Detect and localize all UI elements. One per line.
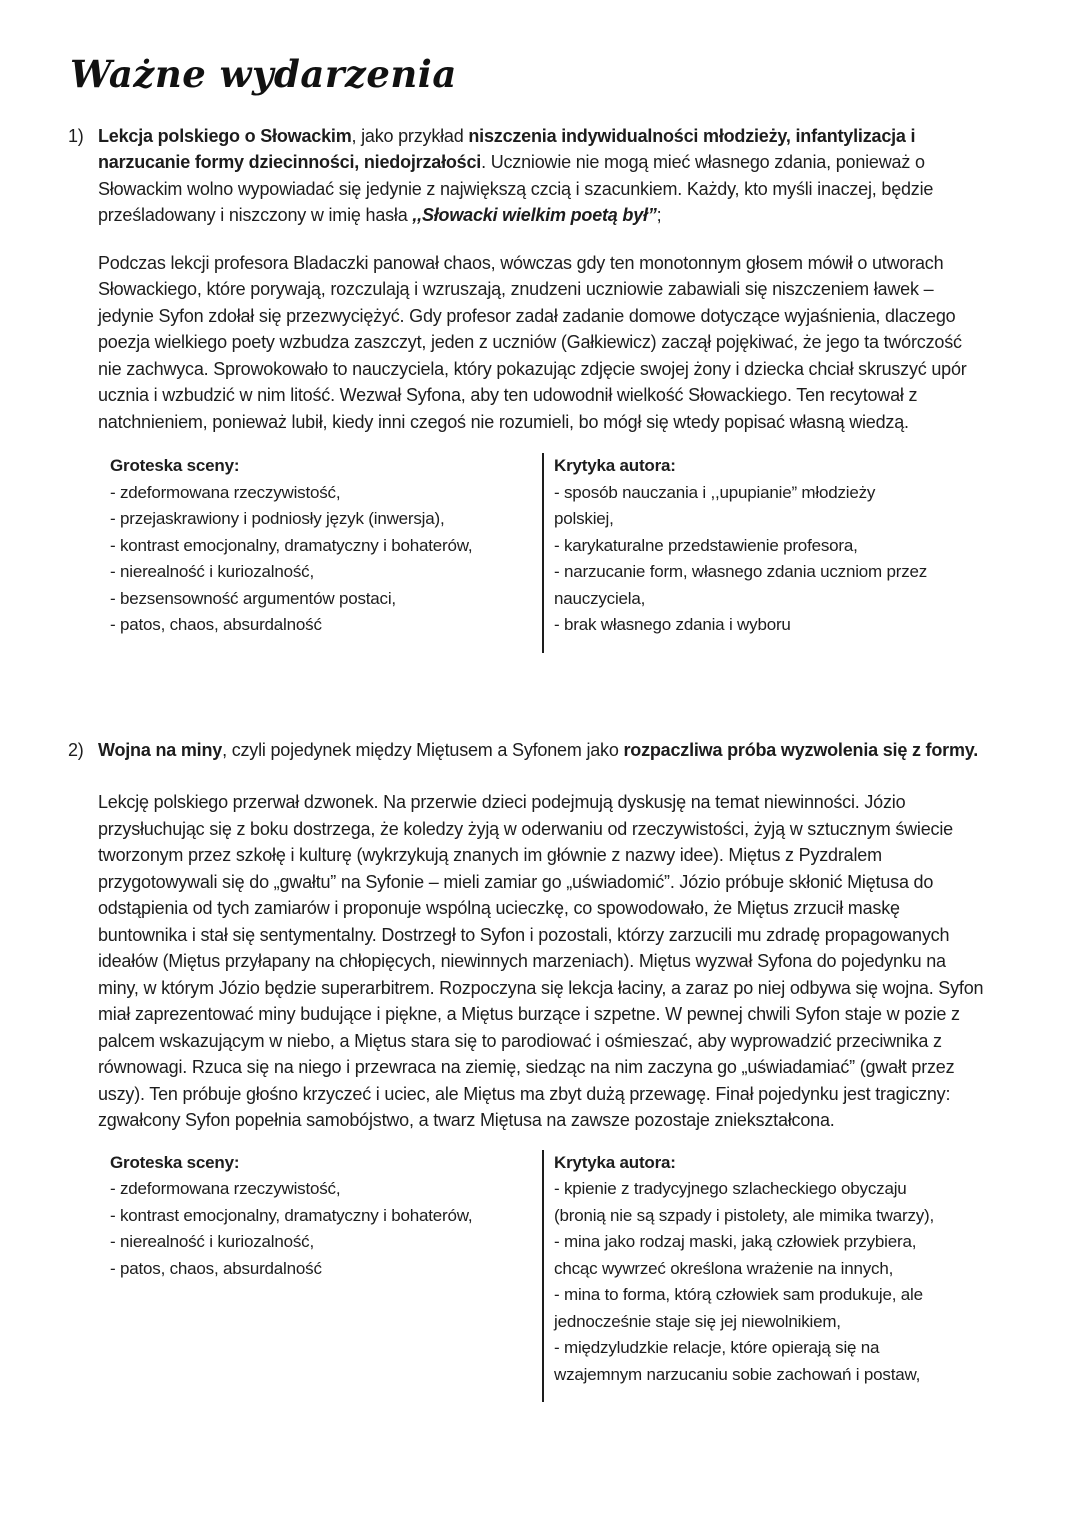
box-item-line: chcąc wywrzeć określona wrażenie na innych, [554,1258,894,1278]
event-1-intro [98,123,988,229]
box-item-line: - kontrast emocjonalny, dramatyczny i bohaterów, [110,1205,473,1225]
criticism-column-heading: Krytyka autora: [554,1152,676,1172]
event-2-intro [98,737,988,764]
event-1-number: 1) [68,125,84,146]
intro-segment: niszczenia indywidualności młodzieży, infantylizacja i narzucanie formy dziecinności, niedojrzałości [98,125,916,173]
box-item-line: - kontrast emocjonalny, dramatyczny i bohaterów, [110,535,473,555]
event-item-1 [68,123,1015,653]
intro-segment: . Uczniowie nie mogą mieć własnego zdania, ponieważ o Słowackim wolno wypowiadać się jedynie z największą czcią i szacunkiem. Każdy, kto myśli inaczej, będzie prześladowany i niszczony w imię hasła [98,152,934,226]
criticism-column [542,1150,988,1403]
box-item-line: polskiej, [554,509,614,529]
criticism-column-items [554,480,988,639]
intro-segment: , jako przykład [351,125,469,146]
grotesque-column-heading: Groteska sceny: [110,1152,240,1172]
box-item-line: (bronią nie są szpady i pistolety, ale mimika twarzy), [554,1205,935,1225]
box-item-line: - mina jako rodzaj maski, jaką człowiek przybiera, [554,1232,917,1252]
grotesque-column-items [110,480,536,639]
criticism-column [542,453,988,653]
event-2-paragraph: Lekcję polskiego przerwał dzwonek. Na przerwie dzieci podejmują dyskusję na temat niewinności. Józio przysłuchując się z boku dostrzega, że koledzy żyją w oderwaniu od rzeczywistości, żyją w sztucznym świecie tworzonym przez szkołę i kulturę (wykrzykują znanych im głównie z nazwy idee). Miętus z Pyzdralem przygotowywali się do „gwałtu” na Syfonie – mieli zamiar go „uświadomić”. Józio próbuje skłonić Miętusa do odstąpienia od tych zamiarów i proponuje wspólną ucieczkę, co spowodowało, że Miętus zrzucił maskę buntownika i stał się sentymentalny. Dostrzegł to Syfon i pozostali, którzy zarzucili mu zdradę propagowanych ideałów (Miętus przyłapany na chłopięcych, niewinnych marzeniach). Miętus wyzwał Syfona do pojedynku na miny, w którym Józio będzie superarbitrem. Rozpoczyna się lekcja łaciny, a zaraz po niej odbywa się wojna. Syfon miał zaprezentować miny budujące i piękne, a Miętus burzące i szpetne. W pewnej chwili Syfon staje w pozie z palcem wskazującym w niebo, a Miętus stara się to parodiować i ośmieszać, aby wyprowadzić przeciwnika z równowagi. Rzuca się na niego i przewraca na ziemię, siedząc na nim zaczyna go „uświadamiać” (gwałt przez uszy). Ten próbuje głośno krzyczeć i uciec, ale Miętus ma zbyt dużą przewagę. Finał pojedynku jest tragiczny: zgwałcony Syfon popełnia samobójstwo, a twarz Miętusa na zawsze pozostaje zniekształcona. [98,792,984,1131]
box-item-line: - sposób nauczania i ,,upupianie” młodzieży [554,482,876,502]
box-item-line: - mina to forma, którą człowiek sam produkuje, ale [554,1285,923,1305]
criticism-column-heading: Krytyka autora: [554,456,676,476]
grotesque-column [110,1150,542,1403]
box-item-line: - zdeformowana rzeczywistość, [110,482,341,502]
box-item-line: - patos, chaos, absurdalność [110,615,322,635]
box-item-line: - bezsensowność argumentów postaci, [110,588,396,608]
grotesque-column-heading: Groteska sceny: [110,456,240,476]
page-title: Ważne wydarzenia [70,52,457,96]
event-1-paragraph: Podczas lekcji profesora Bladaczki panował chaos, wówczas gdy ten monotonnym głosem mówił o utworach Słowackiego, które porywają, rozczulają i wzruszają, znudzeni uczniowie zabawiali się niszczeniem ławek – jedynie Syfon zdołał się przezwyciężyć. Gdy profesor zadał zadanie domowe dotyczące wyjaśnienia, dlaczego poezja wielkiego poety wzbudza zaszczyt, jeden z uczniów (Gałkiewicz) zaczął pojękiwać, że jego ta twórczość nie zachwyca. Sprowokowało to nauczyciela, który pokazując zdjęcie swojej żony i dziecka chciał skruszyć upór ucznia i wzbudzić w nim litość. Wezwał Syfona, aby ten udowodnił wielkość Słowackiego. Ten recytował z natchnieniem, ponieważ lubił, kiedy inni czegoś nie rozumieli, bo mógł się wtedy popisać własną wiedzą. [98,252,967,432]
event-2-number: 2) [68,739,84,760]
box-item-line: - przejaskrawiony i podniosły język (inwersja), [110,509,445,529]
box-item-line: jednocześnie staje się jej niewolnikiem, [554,1311,841,1331]
event-1-analysis-table [110,453,988,653]
intro-segment: Lekcja polskiego o Słowackim [98,125,352,146]
box-item-line: - narzucanie form, własnego zdania uczniom przez [554,562,928,582]
box-item-line: - zdeformowana rzeczywistość, [110,1179,341,1199]
event-2-body [98,737,988,1403]
box-item-line: - nierealność i kuriozalność, [110,1232,314,1252]
box-item-line: wzajemnym narzucaniu sobie zachowań i postaw, [554,1364,921,1384]
intro-segment: , czyli pojedynek między Miętusem a Syfonem jako [222,739,624,760]
grotesque-column-items [110,1176,536,1282]
event-item-2 [68,737,1015,1403]
event-2-analysis-table [110,1150,988,1403]
box-item-line: - nierealność i kuriozalność, [110,562,314,582]
intro-segment-quote: ,,Słowacki wielkim poetą był” [412,205,657,226]
box-item-line: - międzyludzkie relacje, które opierają się na [554,1338,880,1358]
event-1-body [98,123,988,653]
box-item-line: - kpienie z tradycyjnego szlacheckiego obyczaju [554,1179,907,1199]
box-item-line: - karykaturalne przedstawienie profesora, [554,535,858,555]
box-item-line: - brak własnego zdania i wyboru [554,615,791,635]
intro-segment: Wojna na miny [98,739,223,760]
criticism-column-items [554,1176,988,1388]
box-item-line: - patos, chaos, absurdalność [110,1258,322,1278]
box-item-line: nauczyciela, [554,588,646,608]
intro-segment: rozpaczliwa próba wyzwolenia się z formy. [623,739,979,760]
intro-segment: ; [656,205,662,226]
grotesque-column [110,453,542,653]
